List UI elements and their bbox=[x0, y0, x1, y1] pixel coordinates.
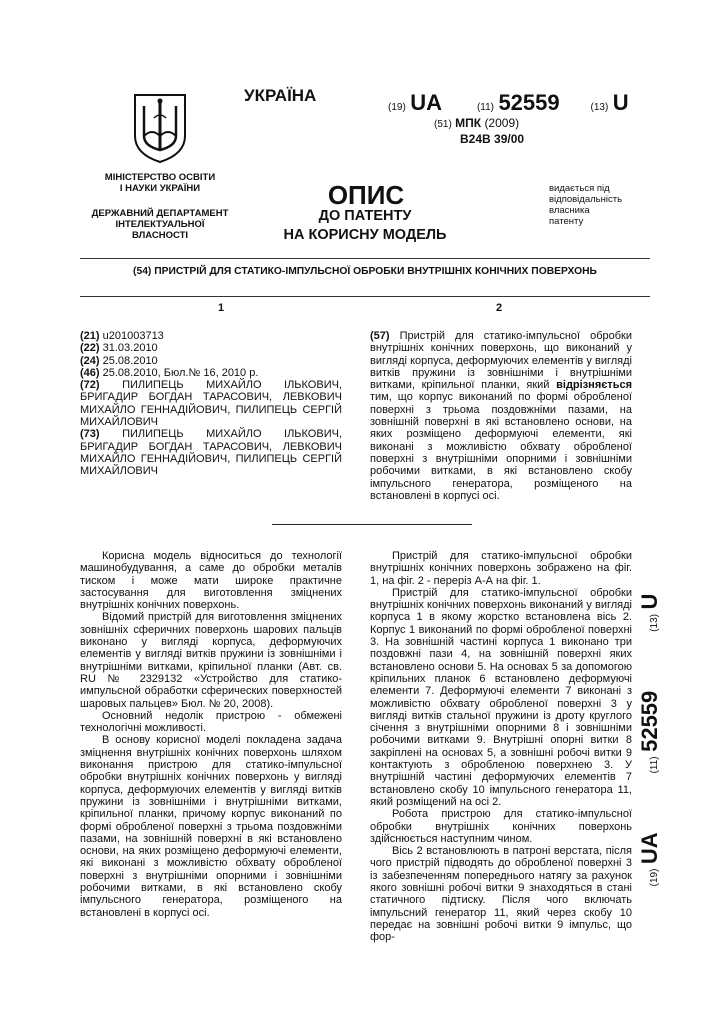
department-line: ДЕРЖАВНИЙ ДЕПАРТАМЕНТ bbox=[91, 208, 229, 219]
biblio-entry: (46) 25.08.2010, Бюл.№ 16, 2010 р. bbox=[80, 366, 259, 379]
biblio-entry: (72) ПИЛИПЕЦЬ МИХАЙЛО ІЛЬКОВИЧ, БРИГАДИР БОГДАН ТАРАСОВИЧ, ЛЕВКОВИЧ МИХАЙЛО ГЕННАДІЙОВИЧ, ПИЛИПЕЦЬ СЕРГІЙ МИХАЙЛОВИЧ bbox=[80, 379, 342, 429]
number-prefix: (11) bbox=[476, 102, 494, 113]
department-name bbox=[72, 208, 248, 241]
side-pub-prefix: (19) bbox=[649, 868, 660, 887]
country-name: УКРАЇНА bbox=[244, 86, 317, 105]
paragraph: Основний недолік пристрою - обмежені технологічні можливості. bbox=[80, 709, 342, 735]
ipc-class: B24B 39/00 bbox=[460, 132, 525, 146]
document-type: ОПИС bbox=[327, 180, 405, 210]
pub-prefix: (19) bbox=[388, 102, 406, 113]
pub-country: UA bbox=[410, 90, 443, 115]
paragraph: В основу корисної моделі покладена задача зміцнення внутрішніх конічних поверхонь шляхом виконання пристрою для статико-імпульсної обробки внутрішніх конічних поверхонь у вигляді корпуса, деформуючих елементів у вигляді витків пружини із зовнішніми і внутрішніми витками, кріпильної планки, причому корпус виконаний по формі обробленої поверхні з трьома поздовжніми пазами, на зовнішній поверхні в які встановлено основи, на яких розміщено деформуючі елементи, які виконані з можливістю обхвату обробленої поверхні з внутрішніми опорними і зовнішніми робочими витками, в які встановлено скобу імпульсного генератора, розміщеного на встановлені в корпусі осі. bbox=[80, 734, 342, 919]
side-pub-country: UA bbox=[637, 832, 662, 865]
column-number-right: 2 bbox=[496, 302, 503, 314]
paragraph: Відомий пристрій для виготовлення зміцнених зовнішніх сферичних поверхонь шарових пальців виконано у вигляді корпуса, деформуючих елементів у вигляді витків пружини із зовнішніми і внутрішніми витками, кріпильної планки (Авт. св. RU № 2329132 «Устройство для статико-импульсной обработки сферических поверхностей шаровых пальцев» Бюл. № 20, 2008). bbox=[80, 611, 342, 710]
paragraph: Корисна модель відноситься до технології машинобудування, а саме до обробки металів тиском і може мати широке практичне застосування для виготовлення зміцнених внутрішніх конічних поверхонь. bbox=[80, 550, 342, 612]
side-number-prefix: (11) bbox=[649, 756, 660, 774]
ipc-year: (2009) bbox=[484, 116, 520, 130]
kind-code: U bbox=[612, 90, 629, 115]
department-line: ІНТЕЛЕКТУАЛЬНОЇ bbox=[115, 219, 205, 230]
patent-number: 52559 bbox=[498, 90, 560, 115]
title-divider bbox=[80, 296, 650, 297]
issued-note bbox=[549, 183, 622, 227]
ipc-label: МПК bbox=[455, 116, 482, 130]
issued-line: відповідальність bbox=[549, 194, 623, 205]
ministry-name bbox=[80, 172, 240, 194]
document-title-line: ДО ПАТЕНТУ bbox=[318, 208, 412, 224]
department-line: ВЛАСНОСТІ bbox=[131, 230, 189, 241]
document-title bbox=[250, 207, 480, 245]
side-kind-prefix: (13) bbox=[649, 614, 660, 632]
abstract-code: (57) bbox=[370, 330, 390, 342]
issued-line: видається під bbox=[549, 183, 610, 194]
publication-code bbox=[388, 90, 629, 116]
claim-abstract bbox=[370, 330, 632, 502]
ministry-line: І НАУКИ УКРАЇНИ bbox=[119, 183, 201, 194]
biblio-entry: (21) u201003713 bbox=[80, 330, 164, 342]
paragraph: Пристрій для статико-імпульсної обробки внутрішніх конічних поверхонь виконаний у вигляді корпуса 1 в якому жорстко встановлена вісь 2. Корпус 1 виконаний по формі обробленої поверхні 3. На зовнішній частині корпуса 1 виконано три поздовжні пази 4, на зовнішній поверхні яких встановлено основи 5. На основах 5 за допомогою кріпильних планок 6 встановлено деформуючі елементи 7. Деформуючі елементи 7 виконані з можливістю обхвату обробленої поверхні 3 у вигляді витків стальної пружини із дроту круглого січення з внутрішніми опорними 8 і зовнішніми робочими витками 9. Внутрішні опорні витки 8 закріплені на основах 5, а зовнішні робочі витки 9 контактують з обробленою поверхнею 3. У внутрішній частині деформуючих елементів 7 встановлено скобу 10 імпульсного генератора 11, який розміщений на осі 2. bbox=[370, 586, 632, 808]
abstract-emphasis: відрізняється bbox=[556, 379, 632, 392]
abstract-text: тим, що корпус виконаний по формі обробленої поверхні з трьома поздовжніми пазами, на зовнішній поверхні в які встановлено основи, на яких розміщено деформуючі елементи, які виконані з можливістю обхвату обробленої поверхні з внутрішніми опорними і зовнішніми робочими витками, в які встановлено скобу імпульсного генератора, розміщеного на встановлені в корпусі осі. bbox=[370, 391, 632, 502]
ipc-block bbox=[434, 116, 524, 147]
side-kind-code: U bbox=[637, 593, 662, 610]
document-title-line: НА КОРИСНУ МОДЕЛЬ bbox=[283, 227, 447, 243]
ipc-prefix: (51) bbox=[434, 119, 452, 130]
ministry-line: МІНІСТЕРСТВО ОСВІТИ bbox=[104, 172, 216, 183]
bibliographic-data bbox=[80, 330, 342, 478]
paragraph: Пристрій для статико-імпульсної обробки внутрішніх конічних поверхонь зображено на фіг. 1, на фіг. 2 - переріз А-А на фіг. 1. bbox=[370, 550, 632, 587]
column-number-left: 1 bbox=[218, 302, 225, 314]
kind-prefix: (13) bbox=[590, 102, 609, 113]
biblio-entry: (24) 25.08.2010 bbox=[80, 354, 158, 367]
paragraph: Вісь 2 встановлюють в патроні верстата, після чого пристрій підводять до обробленої поверхні 3 із забезпеченням попереднього натягу за рахунок якого зовнішні робочі витки 9 знаходяться в стані статичного підтиску. Після чого включать імпульсний генератор 11, який через скобу 10 передає на зовнішні робочі витки 9 імпульс, що фор- bbox=[370, 845, 632, 944]
abstract-text: Пристрій для статико-імпульсної обробки внутрішніх конічних поверхонь, що виконаний у вигляді корпуса, деформуючих елементів у вигляді витків пружини із зовнішніми і внутрішніми витками, кріпильної планки, який bbox=[370, 330, 632, 392]
description-left-column bbox=[80, 550, 342, 919]
section-separator bbox=[272, 524, 472, 525]
top-divider bbox=[80, 258, 650, 259]
biblio-entry: (22) 31.03.2010 bbox=[80, 342, 158, 355]
issued-line: власника bbox=[549, 205, 590, 216]
biblio-entry: (73) ПИЛИПЕЦЬ МИХАЙЛО ІЛЬКОВИЧ, БРИГАДИР БОГДАН ТАРАСОВИЧ, ЛЕВКОВИЧ МИХАЙЛО ГЕННАДІЙОВИЧ, ПИЛИПЕЦЬ СЕРГІЙ МИХАЙЛОВИЧ bbox=[80, 428, 342, 478]
paragraph: Робота пристрою для статико-імпульсної обробки внутрішніх конічних поверхонь здійснюється наступним чином. bbox=[370, 808, 632, 845]
invention-title: (54) ПРИСТРІЙ ДЛЯ СТАТИКО-ІМПУЛЬСНОЇ ОБРОБКИ ВНУТРІШНІХ КОНІЧНИХ ПОВЕРХОНЬ bbox=[133, 266, 597, 277]
side-patent-number: 52559 bbox=[637, 690, 662, 752]
coat-of-arms-emblem bbox=[132, 92, 188, 164]
description-right-column bbox=[370, 550, 632, 944]
issued-line: патенту bbox=[549, 216, 584, 227]
